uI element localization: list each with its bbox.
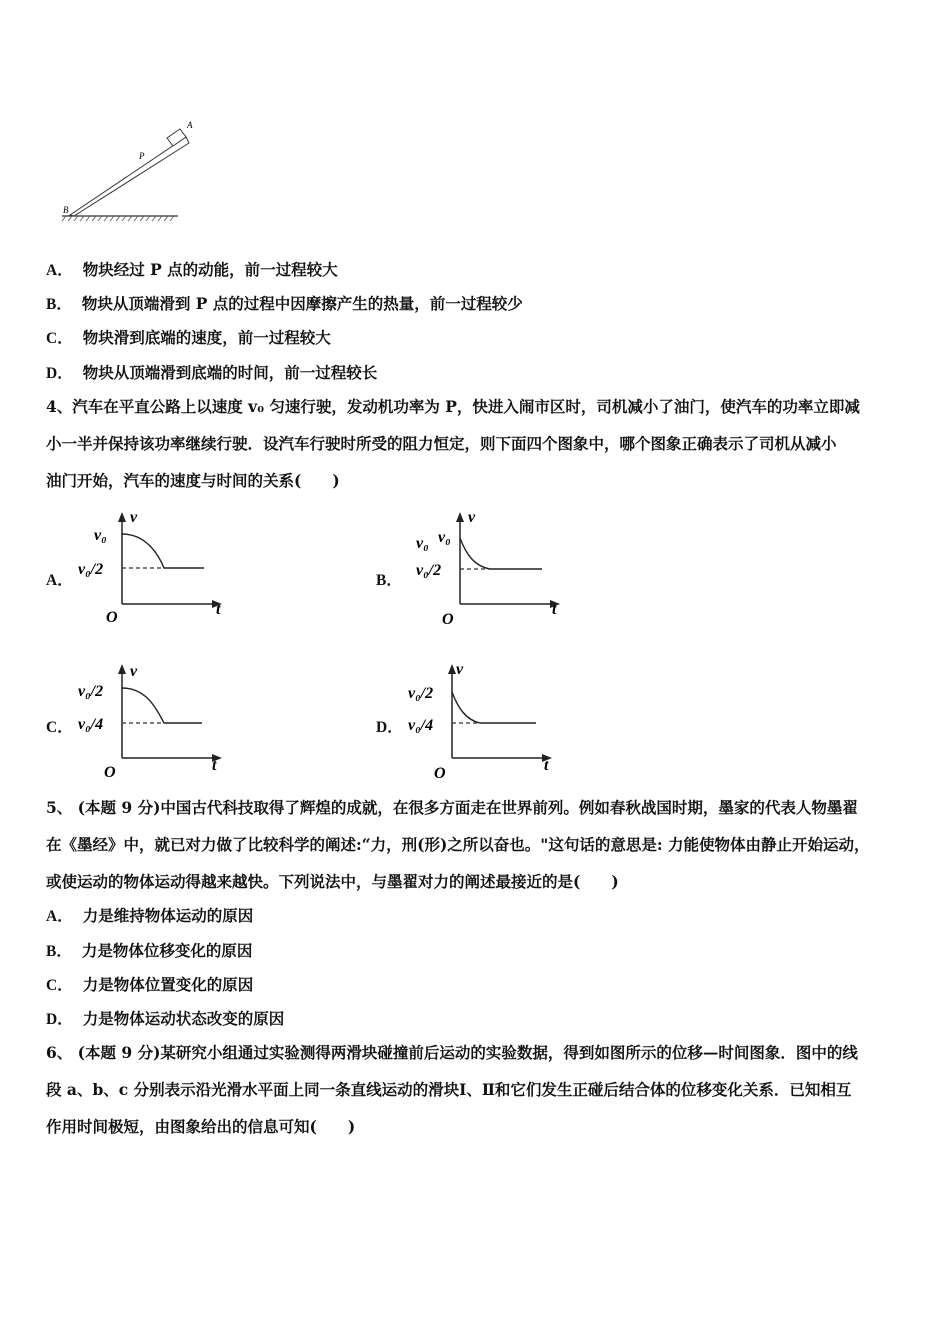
q6-line-3: 作用时间极短，由图象给出的信息可知( ) <box>46 1117 356 1136</box>
q4-line-1: 4、汽车在平直公路上以速度 v₀ 匀速行驶，发动机功率为 P，快进入闹市区时，司机减小了油门，使汽车的功率立即减 <box>46 397 860 416</box>
q5-line-2: 在《墨经》中，就已对力做了比较科学的阐述:“力，刑(形)之所以奋也。"这句话的意思是: 力能使物体由静止开始运动， <box>46 835 870 854</box>
graph-a-origin: O <box>106 609 118 626</box>
graph-a-lower-label: v₀/2 <box>78 561 104 578</box>
q5-option-d: D． 力是物体运动状态改变的原因 <box>46 1009 285 1028</box>
q3-option-b: B． 物块从顶端滑到 P 点的过程中因摩擦产生的热量，前一过程较少 <box>46 294 523 313</box>
graph-d-upper-label: v₀/2 <box>408 685 434 702</box>
q3-option-d: D． 物块从顶端滑到底端的时间，前一过程较长 <box>46 363 378 382</box>
graph-c <box>70 660 230 780</box>
graph-c-v-label: v <box>130 663 138 680</box>
graph-d-lower-label: v₀/4 <box>408 717 434 734</box>
graph-d <box>400 660 560 780</box>
graph-c-letter: C． <box>46 719 73 736</box>
graph-a-upper-label: v₀ <box>94 527 107 544</box>
graph-d-v-label: v <box>456 661 464 678</box>
graph-b-extra-label: v₀ <box>416 535 429 552</box>
q6-line-1: 6、 (本题 9 分)某研究小组通过实验测得两滑块碰撞前后运动的实验数据，得到如图所示的位移—时间图象．图中的线 <box>46 1043 858 1062</box>
q5-line-3: 或使运动的物体运动得越来越快。下列说法中，与墨翟对力的阐述最接近的是( ) <box>46 872 619 891</box>
q5-option-a: A． 力是维持物体运动的原因 <box>46 906 254 925</box>
incline-label-b: B <box>63 205 69 215</box>
graph-d-t-label: t <box>544 757 549 774</box>
incline-label-p: P <box>139 151 145 161</box>
q6-line-2: 段 a、b、c 分别表示沿光滑水平面上同一条直线运动的滑块Ⅰ、Ⅱ和它们发生正碰后结合体的位移变化关系．已知相互 <box>46 1080 852 1099</box>
q3-option-c: C． 物块滑到底端的速度，前一过程较大 <box>46 328 331 347</box>
q4-line-2: 小一半并保持该功率继续行驶．设汽车行驶时所受的阻力恒定，则下面四个图象中，哪个图象正确表示了司机从减小 <box>46 434 837 453</box>
incline-figure <box>56 115 193 227</box>
q3-option-a: A． 物块经过 P 点的动能，前一过程较大 <box>46 260 338 279</box>
graph-b-letter: B． <box>376 572 402 589</box>
q5-option-b: B． 力是物体位移变化的原因 <box>46 941 253 960</box>
q5-option-c: C． 力是物体位置变化的原因 <box>46 975 254 994</box>
graph-d-origin: O <box>434 765 446 782</box>
graph-c-upper-label: v₀/2 <box>78 683 104 700</box>
graph-b-v-label: v <box>468 509 476 526</box>
graph-b-lower-label: v₀/2 <box>416 562 442 579</box>
graph-a <box>70 508 230 628</box>
q4-line-3: 油门开始，汽车的速度与时间的关系( ) <box>46 471 340 490</box>
graph-b-origin: O <box>442 611 454 628</box>
graph-b <box>408 508 568 628</box>
graph-c-t-label: t <box>212 757 217 774</box>
q5-line-1: 5、 (本题 9 分)中国古代科技取得了辉煌的成就，在很多方面走在世界前列。例如春秋战国时期，墨家的代表人物墨翟 <box>46 798 858 817</box>
graph-b-upper-label: v₀ <box>438 529 451 546</box>
graph-a-t-label: t <box>216 601 221 618</box>
graph-a-v-label: v <box>130 509 138 526</box>
incline-label-a: A <box>187 120 193 130</box>
graph-d-letter: D． <box>376 719 403 736</box>
graph-c-lower-label: v₀/4 <box>78 716 104 733</box>
graph-a-letter: A． <box>46 572 73 589</box>
graph-b-t-label: t <box>552 601 557 618</box>
graph-c-origin: O <box>104 764 116 781</box>
